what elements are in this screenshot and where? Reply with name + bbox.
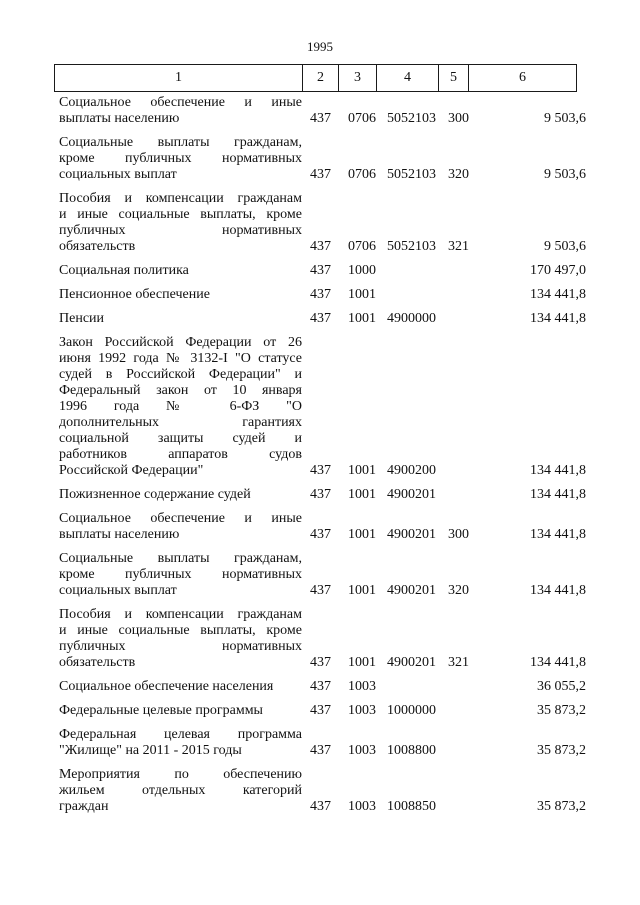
description-line: Социальные выплаты гражданам, (59, 135, 302, 150)
section-code: 1003 (348, 799, 376, 814)
table-row (0, 767, 640, 815)
amount: 9 503,6 (544, 239, 586, 254)
table-row (0, 335, 640, 479)
description-line: Социальные выплаты гражданам, (59, 551, 302, 566)
ministry-code: 437 (310, 239, 331, 254)
ministry-code: 437 (310, 263, 331, 278)
ministry-code: 437 (310, 679, 331, 694)
table-row (0, 511, 640, 543)
column-header-row (55, 65, 577, 92)
target-article-code: 4900201 (387, 527, 436, 542)
description-line: Пособия и компенсации гражданам (59, 191, 302, 206)
description-line: Закон Российской Федерации от 26 (59, 335, 302, 350)
section-code: 1003 (348, 703, 376, 718)
description-line: выплаты населению (59, 111, 180, 126)
ministry-code: 437 (310, 703, 331, 718)
amount: 170 497,0 (530, 263, 586, 278)
description-line: Социальная политика (59, 263, 189, 278)
description-line: социальных выплат (59, 583, 177, 598)
amount: 134 441,8 (530, 311, 586, 326)
description-line: Мероприятия по обеспечению (59, 767, 302, 782)
target-article-code: 1008800 (387, 743, 436, 758)
section-code: 1001 (348, 487, 376, 502)
table-row (0, 551, 640, 599)
description-line: июня 1992 года № 3132-I "О статусе (59, 351, 302, 366)
ministry-code: 437 (310, 287, 331, 302)
column-header: 1 (55, 65, 303, 92)
target-article-code: 4900200 (387, 463, 436, 478)
description-line: жильем отдельных категорий (59, 783, 302, 798)
table-row (0, 727, 640, 759)
expense-type-code: 320 (448, 583, 469, 598)
section-code: 1003 (348, 679, 376, 694)
column-header: 4 (377, 65, 439, 92)
section-code: 0706 (348, 111, 376, 126)
row-description (59, 335, 302, 479)
description-line: Пенсионное обеспечение (59, 287, 210, 302)
column-header: 5 (439, 65, 469, 92)
description-line: публичных нормативных (59, 223, 302, 238)
amount: 134 441,8 (530, 463, 586, 478)
table-row (0, 191, 640, 255)
table-row (0, 95, 640, 127)
amount: 134 441,8 (530, 287, 586, 302)
description-line: "Жилище" на 2011 - 2015 годы (59, 743, 242, 758)
description-line: обязательств (59, 655, 136, 670)
expense-type-code: 320 (448, 167, 469, 182)
table-row (0, 287, 640, 303)
target-article-code: 4900201 (387, 487, 436, 502)
description-line: кроме публичных нормативных (59, 567, 302, 582)
section-code: 1001 (348, 527, 376, 542)
description-line: работников аппаратов судов (59, 447, 302, 462)
column-header-table (54, 64, 577, 92)
description-line: публичных нормативных (59, 639, 302, 654)
page-number: 1995 (307, 39, 333, 54)
description-line: 1996 года № 6-ФЗ "О (59, 399, 302, 414)
description-line: выплаты населению (59, 527, 180, 542)
section-code: 1001 (348, 287, 376, 302)
amount: 134 441,8 (530, 655, 586, 670)
target-article-code: 5052103 (387, 239, 436, 254)
section-code: 1003 (348, 743, 376, 758)
amount: 134 441,8 (530, 527, 586, 542)
description-line: Пенсии (59, 311, 105, 326)
ministry-code: 437 (310, 743, 331, 758)
description-line: Федеральная целевая программа (59, 727, 302, 742)
column-header: 3 (339, 65, 377, 92)
column-header: 2 (303, 65, 339, 92)
column-header: 6 (469, 65, 577, 92)
section-code: 1001 (348, 655, 376, 670)
description-line: Социальное обеспечение и иные (59, 95, 302, 110)
expense-type-code: 300 (448, 527, 469, 542)
ministry-code: 437 (310, 527, 331, 542)
table-row (0, 263, 640, 279)
target-article-code: 4900000 (387, 311, 436, 326)
description-line: Пособия и компенсации гражданам (59, 607, 302, 622)
target-article-code: 1000000 (387, 703, 436, 718)
description-line: обязательств (59, 239, 136, 254)
description-line: кроме публичных нормативных (59, 151, 302, 166)
description-line: судей в Российской Федерации" и (59, 367, 302, 382)
amount: 35 873,2 (537, 703, 586, 718)
ministry-code: 437 (310, 487, 331, 502)
description-line: дополнительных гарантиях (59, 415, 302, 430)
description-line: и иные социальные выплаты, кроме (59, 207, 302, 222)
description-line: социальной защиты судей и (59, 431, 302, 446)
amount: 35 873,2 (537, 743, 586, 758)
target-article-code: 4900201 (387, 655, 436, 670)
amount: 9 503,6 (544, 167, 586, 182)
ministry-code: 437 (310, 799, 331, 814)
description-line: Федеральные целевые программы (59, 703, 263, 718)
expense-type-code: 321 (448, 239, 469, 254)
ministry-code: 437 (310, 111, 331, 126)
target-article-code: 4900201 (387, 583, 436, 598)
description-line: Социальное обеспечение населения (59, 679, 274, 694)
ministry-code: 437 (310, 463, 331, 478)
table-row (0, 607, 640, 671)
table-row (0, 311, 640, 327)
expense-type-code: 321 (448, 655, 469, 670)
table-row (0, 679, 640, 695)
amount: 9 503,6 (544, 111, 586, 126)
description-line: и иные социальные выплаты, кроме (59, 623, 302, 638)
section-code: 0706 (348, 167, 376, 182)
section-code: 0706 (348, 239, 376, 254)
description-line: Пожизненное содержание судей (59, 487, 251, 502)
amount: 35 873,2 (537, 799, 586, 814)
table-row (0, 703, 640, 719)
section-code: 1001 (348, 311, 376, 326)
description-line: Федеральный закон от 10 января (59, 383, 302, 398)
section-code: 1001 (348, 583, 376, 598)
ministry-code: 437 (310, 583, 331, 598)
target-article-code: 5052103 (387, 167, 436, 182)
budget-table-body (0, 95, 640, 823)
amount: 134 441,8 (530, 583, 586, 598)
expense-type-code: 300 (448, 111, 469, 126)
ministry-code: 437 (310, 311, 331, 326)
table-row (0, 135, 640, 183)
table-row (0, 487, 640, 503)
section-code: 1001 (348, 463, 376, 478)
description-line: Российской Федерации" (59, 463, 204, 478)
ministry-code: 437 (310, 167, 331, 182)
target-article-code: 5052103 (387, 111, 436, 126)
target-article-code: 1008850 (387, 799, 436, 814)
description-line: граждан (59, 799, 109, 814)
amount: 36 055,2 (537, 679, 586, 694)
ministry-code: 437 (310, 655, 331, 670)
description-line: Социальное обеспечение и иные (59, 511, 302, 526)
section-code: 1000 (348, 263, 376, 278)
description-line: социальных выплат (59, 167, 177, 182)
amount: 134 441,8 (530, 487, 586, 502)
